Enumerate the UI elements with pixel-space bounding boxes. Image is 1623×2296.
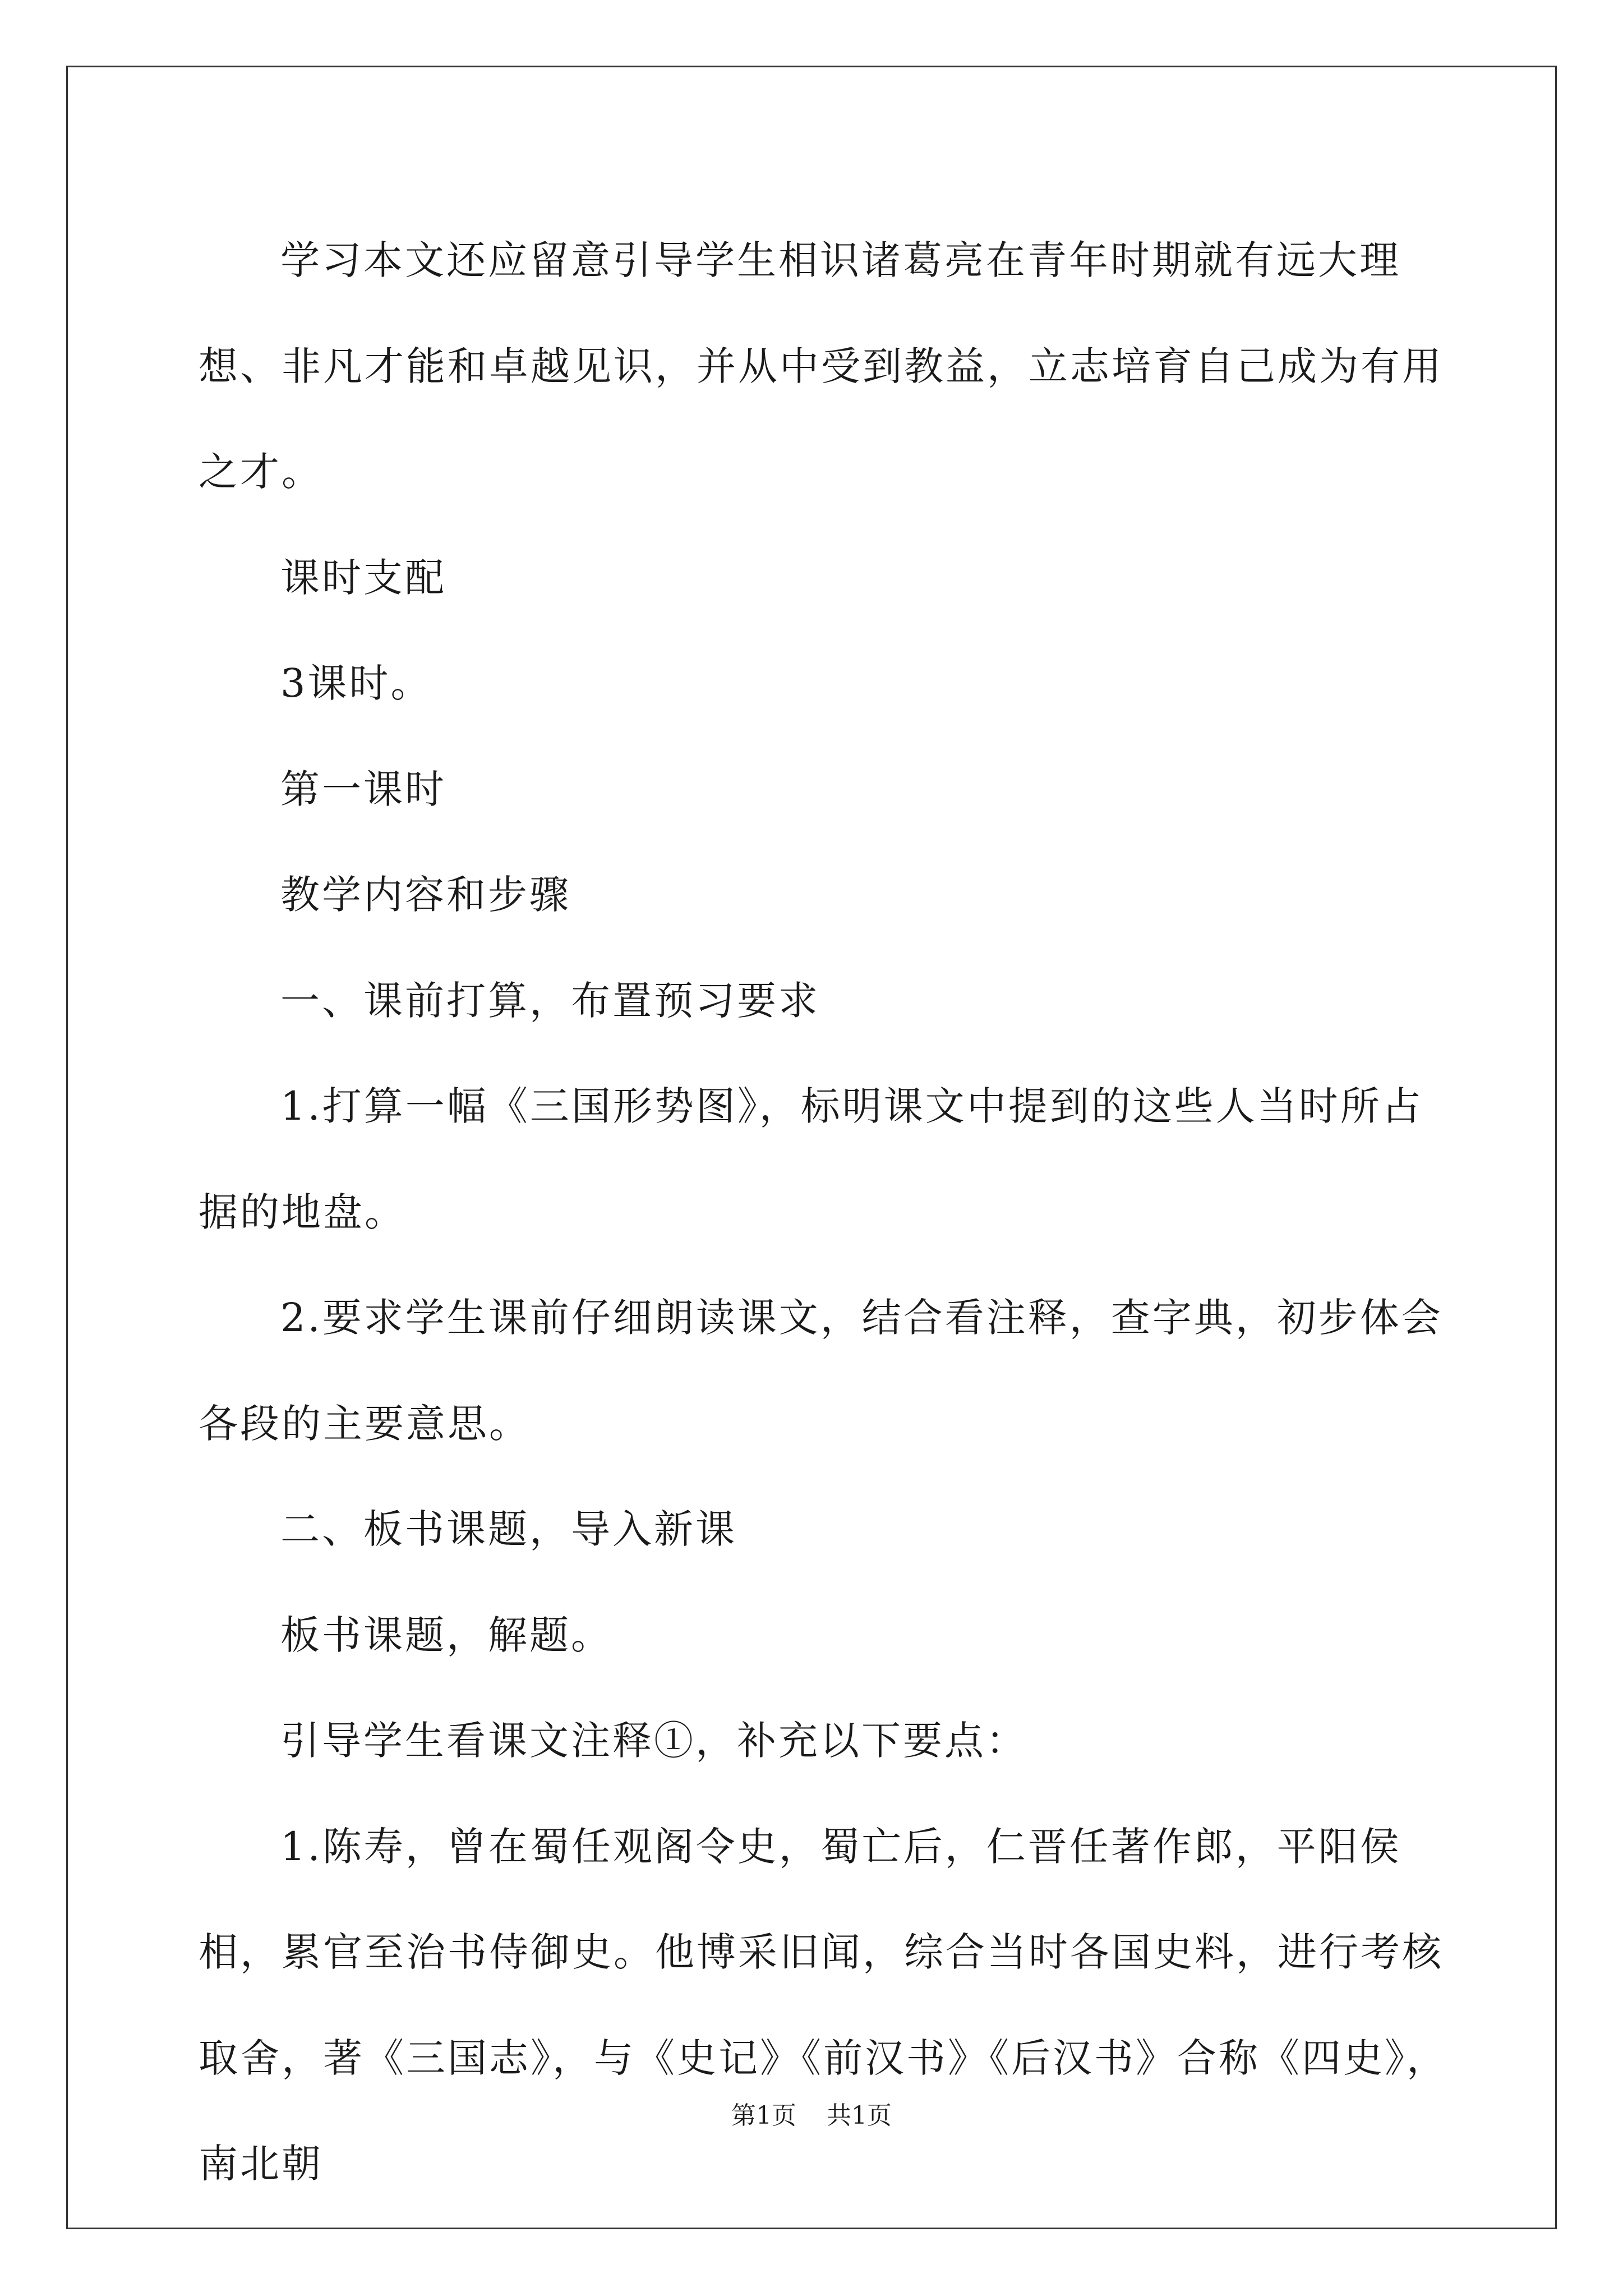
- list-item: 2.要求学生课前仔细朗读课文，结合看注释，查字典，初步体会各段的主要意思。: [199, 1295, 1443, 1447]
- document-body: [199, 208, 1450, 2217]
- page-footer: [0, 2099, 1623, 2133]
- section-heading: 二、板书课题，导入新课: [280, 1506, 737, 1552]
- page-number: 第1页: [731, 2101, 796, 2130]
- paragraph: 引导学生看课文注释①，补充以下要点：: [280, 1718, 1027, 1764]
- paragraph: 3课时。: [280, 660, 432, 706]
- section-heading: 教学内容和步骤: [280, 872, 571, 918]
- page-total: 共1页: [827, 2101, 892, 2130]
- list-item: 1.陈寿，曾在蜀任观阁令史，蜀亡后，仁晋任著作郎，平阳侯相，累官至治书侍御史。他博采旧闻，综合当时各国史料，进行考核取舍，著《三国志》，与《史记》《前汉书》《后汉书》合称《四史》，南北朝: [199, 1823, 1448, 2187]
- section-heading: 一、课前打算，布置预习要求: [280, 977, 820, 1024]
- paragraph: 学习本文还应留意引导学生相识诸葛亮在青年时期就有远大理想、非凡才能和卓越见识，并从中受到教益，立志培育自己成为有用之才。: [199, 237, 1444, 495]
- section-heading: 第一课时: [280, 766, 446, 812]
- paragraph: 板书课题，解题。: [280, 1612, 612, 1658]
- section-heading: 课时支配: [280, 554, 446, 601]
- list-item: 1.打算一幅《三国形势图》，标明课文中提到的这些人当时所占据的地盘。: [199, 1083, 1423, 1235]
